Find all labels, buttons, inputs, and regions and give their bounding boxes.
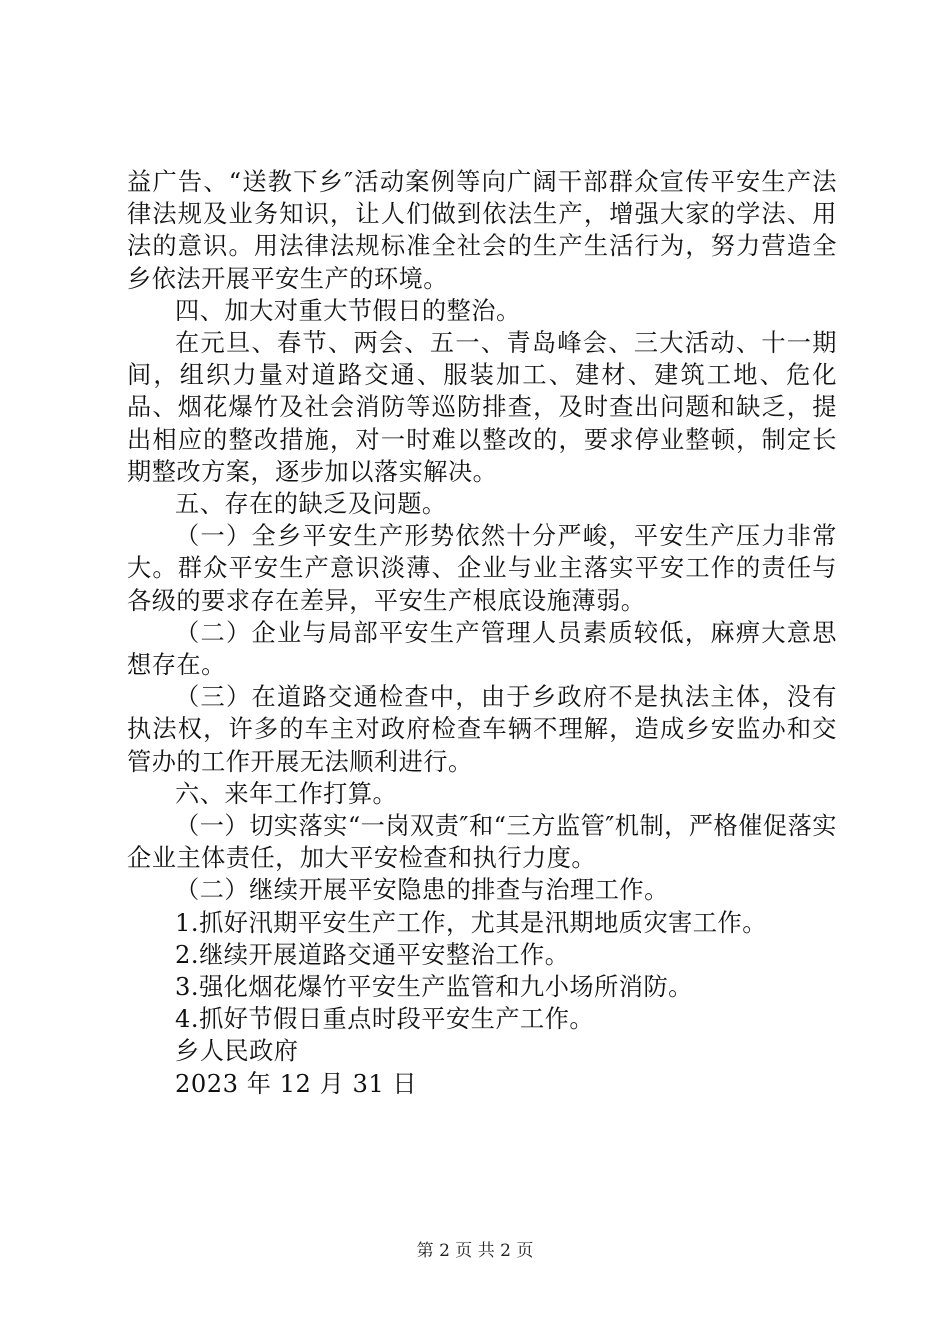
list-item-1: 1.抓好汛期平安生产工作，尤其是汛期地质灾害工作。 [175,908,767,937]
list-item-2: 2.继续开展道路交通平安整治工作。 [175,940,570,969]
paragraph-publicity-continuation: 益广告、“送教下乡″活动案例等向广阔干部群众宣传平安生产法律法规及业务知识，让人们做到依法生产，增强大家的学法、用法的意识。用法律法规标准全社会的生产生活行为，努力营造全乡依法开展平安生产的环境。 [127,168,837,293]
paragraph-plan-one: （一）切实落实“一岗双责″和“三方监管″机制，严格催促落实企业主体责任，加大平安检查和执行力度。 [127,812,837,873]
heading-section-four: 四、加大对重大节假日的整治。 [175,296,521,325]
list-item-4: 4.抓好节假日重点时段平安生产工作。 [175,1005,595,1034]
list-item-3: 3.强化烟花爆竹平安生产监管和九小场所消防。 [175,973,693,1002]
paragraph-plan-two: （二）继续开展平安隐患的排查与治理工作。 [175,876,669,905]
heading-section-six: 六、来年工作打算。 [175,779,398,808]
signature-organization: 乡人民政府 [175,1037,299,1066]
page-number-label: 第 2 页 共 2 页 [416,1241,534,1261]
paragraph-holiday-inspection: 在元旦、春节、两会、五一、青岛峰会、三大活动、十一期间，组织力量对道路交通、服装加工、建材、建筑工地、危化品、烟花爆竹及社会消防等巡防排查，及时查出问题和缺乏，提出相应的整改措施，对一时难以整改的，要求停业整顿，制定长期整改方案，逐步加以落实解决。 [127,329,837,486]
paragraph-problem-three: （三）在道路交通检查中，由于乡政府不是执法主体，没有执法权，许多的车主对政府检查车辆不理解，造成乡安监办和交管办的工作开展无法顺利进行。 [127,683,837,776]
signature-date: 2023 年 12 月 31 日 [175,1069,418,1098]
heading-section-five: 五、存在的缺乏及问题。 [175,490,447,519]
page-footer [0,1240,950,1262]
document-body [127,166,837,1100]
paragraph-problem-two: （二）企业与局部平安生产管理人员素质较低，麻痹大意思想存在。 [127,618,837,680]
paragraph-problem-one: （一）全乡平安生产形势依然十分严峻，平安生产压力非常大。群众平安生产意识淡薄、企业与业主落实平安工作的责任与各级的要求存在差异，平安生产根底设施薄弱。 [127,522,837,615]
